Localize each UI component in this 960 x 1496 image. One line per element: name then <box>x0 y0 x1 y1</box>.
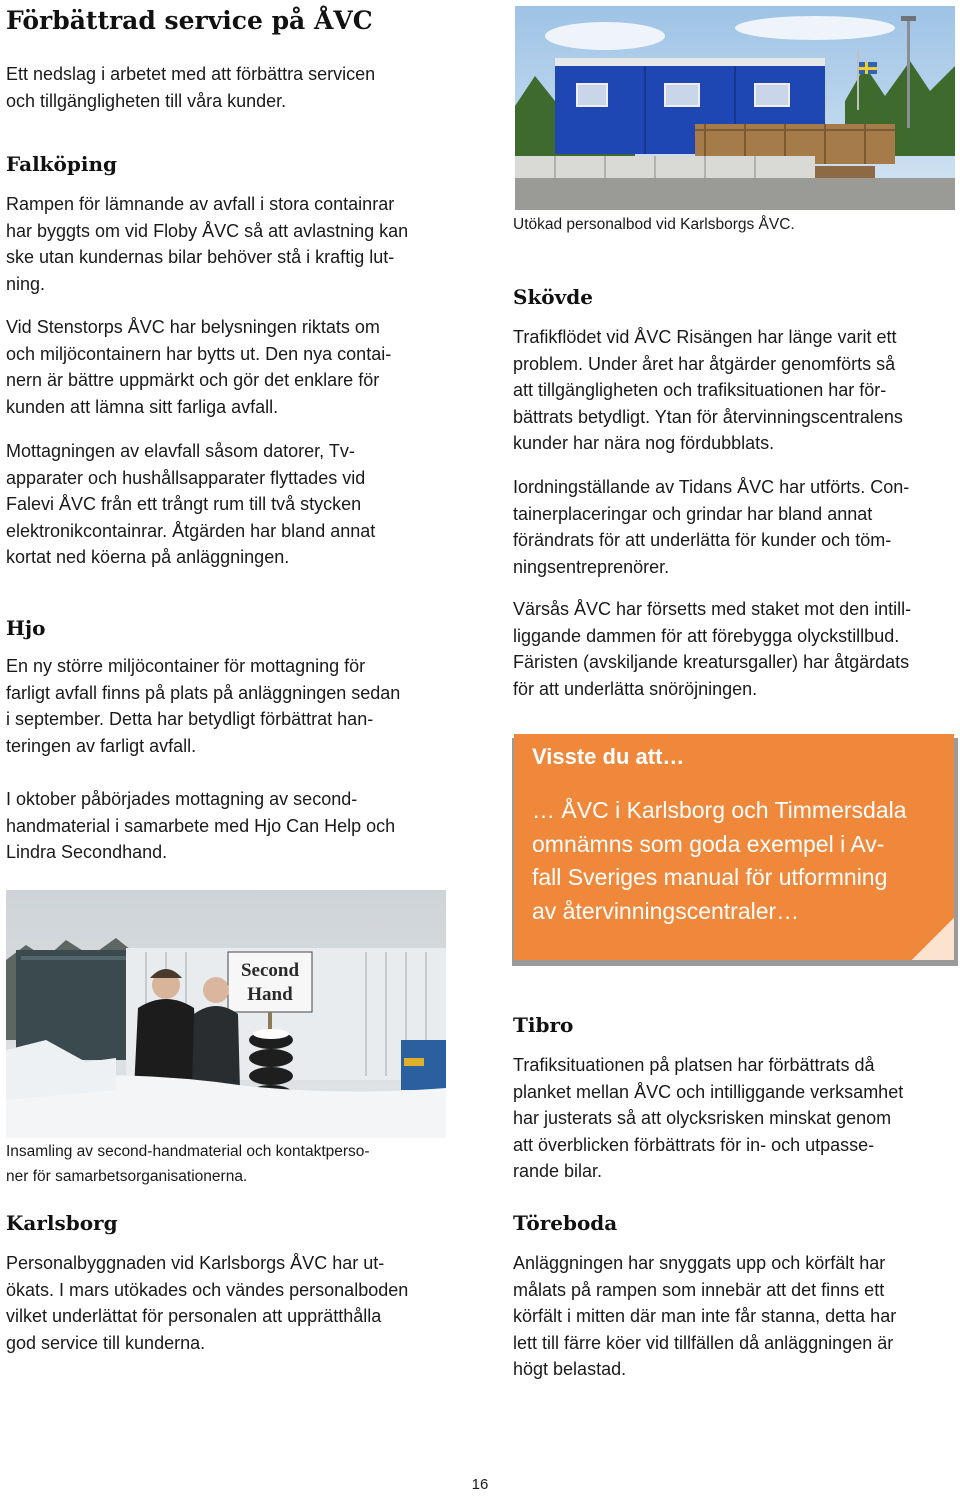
heading-hjo: Hjo <box>6 616 46 640</box>
falkoping-paragraph-3: Mottagningen av elavfall såsom datorer, Tv- apparater och hushållsapparater flyttades vid Falevi ÅVC från ett trångt rum till två stycken elektronikcontainrar. Åtgärden har bland annat kortat ned köerna på anläggningen. <box>6 441 376 568</box>
heading-falkoping: Falköping <box>6 152 117 176</box>
heading-karlsborg: Karlsborg <box>6 1211 118 1235</box>
tibro-paragraph-1: Trafiksituationen på platsen har förbättrats då planket mellan ÅVC och intilliggande verksamhet har justerats så att olycksrisken minskat genom att överblicken förbättrats för in- och utpasse- rande bilar. <box>513 1055 904 1182</box>
factbox-body: … ÅVC i Karlsborg och Timmersdala omnämns som goda exempel i Av- fall Sveriges manual för utformning av återvinningscentraler… <box>532 797 907 924</box>
falkoping-paragraph-2: Vid Stenstorps ÅVC har belysningen riktats om och miljöcontainern har bytts ut. Den nya contai- nern är bättre uppmärkt och gör det enklare för kunden att lämna sitt farliga avfall. <box>6 317 392 417</box>
heading-skovde: Skövde <box>513 285 593 309</box>
karlsborg-paragraph-1: Personalbyggnaden vid Karlsborgs ÅVC har ut- ökats. I mars utökades och vändes personalboden vilket underlättat för personalen att upprätthålla god service till kunderna. <box>6 1253 409 1353</box>
secondhand-photo-caption: Insamling av second-handmaterial och kontaktperso- ner för samarbetsorganisationerna. <box>6 1143 370 1185</box>
page-title: Förbättrad service på ÅVC <box>6 6 373 35</box>
personalbod-photo <box>515 6 955 210</box>
heading-tibro: Tibro <box>513 1013 574 1037</box>
factbox-title: Visste du att… <box>532 744 685 769</box>
page-number: 16 <box>471 1476 489 1493</box>
falkoping-paragraph-1: Rampen för lämnande av avfall i stora containrar har byggts om vid Floby ÅVC så att avlastning kan ske utan kundernas bilar behöver stå i kraftig lut- ning. <box>6 194 409 294</box>
secondhand-photo <box>6 890 446 1138</box>
hjo-paragraph-1: En ny större miljöcontainer för mottagning för farligt avfall finns på plats på anläggningen sedan i september. Detta har betydligt förbättrat han- teringen av farligt avfall. <box>6 656 401 756</box>
heading-toreboda: Töreboda <box>513 1211 618 1235</box>
skovde-paragraph-1: Trafikflödet vid ÅVC Risängen har länge varit ett problem. Under året har åtgärder genomförts så att tillgängligheten och trafiksituationen har för- bättrats betydligt. Ytan för återvinningscentralens kunder har nära nog fördubblats. <box>513 327 903 454</box>
secondhand-photo-image <box>6 890 446 1138</box>
personalbod-photo-caption: Utökad personalbod vid Karlsborgs ÅVC. <box>513 216 795 233</box>
skovde-paragraph-3: Värsås ÅVC har försetts med staket mot den intill- liggande dammen för att förebygga olyckstillbud. Färisten (avskiljande kreatursgaller) har åtgärdats för att underlätta snöröjningen. <box>513 599 912 699</box>
personalbod-photo-image <box>515 6 955 210</box>
sign-text-second: Second <box>240 960 300 981</box>
hjo-paragraph-2: I oktober påbörjades mottagning av second- handmaterial i samarbete med Hjo Can Help och Lindra Secondhand. <box>6 789 396 863</box>
skovde-paragraph-2: Iordningställande av Tidans ÅVC har utförts. Con- tainerplaceringar och grindar har bland annat förändrats för att underlätta för kunder och töm- ningsentreprenörer. <box>513 477 910 577</box>
toreboda-paragraph-1: Anläggningen har snyggats upp och körfält har målats på rampen som innebär att det finns ett körfält i mitten där man inte får stanna, detta har lett till färre köer vid tillfällen då anläggningen är högt belastad. <box>513 1253 897 1380</box>
sign-text-hand: Hand <box>247 984 293 1005</box>
intro-text: Ett nedslag i arbetet med att förbättra servicen och tillgängligheten till våra kunder. <box>6 64 376 111</box>
